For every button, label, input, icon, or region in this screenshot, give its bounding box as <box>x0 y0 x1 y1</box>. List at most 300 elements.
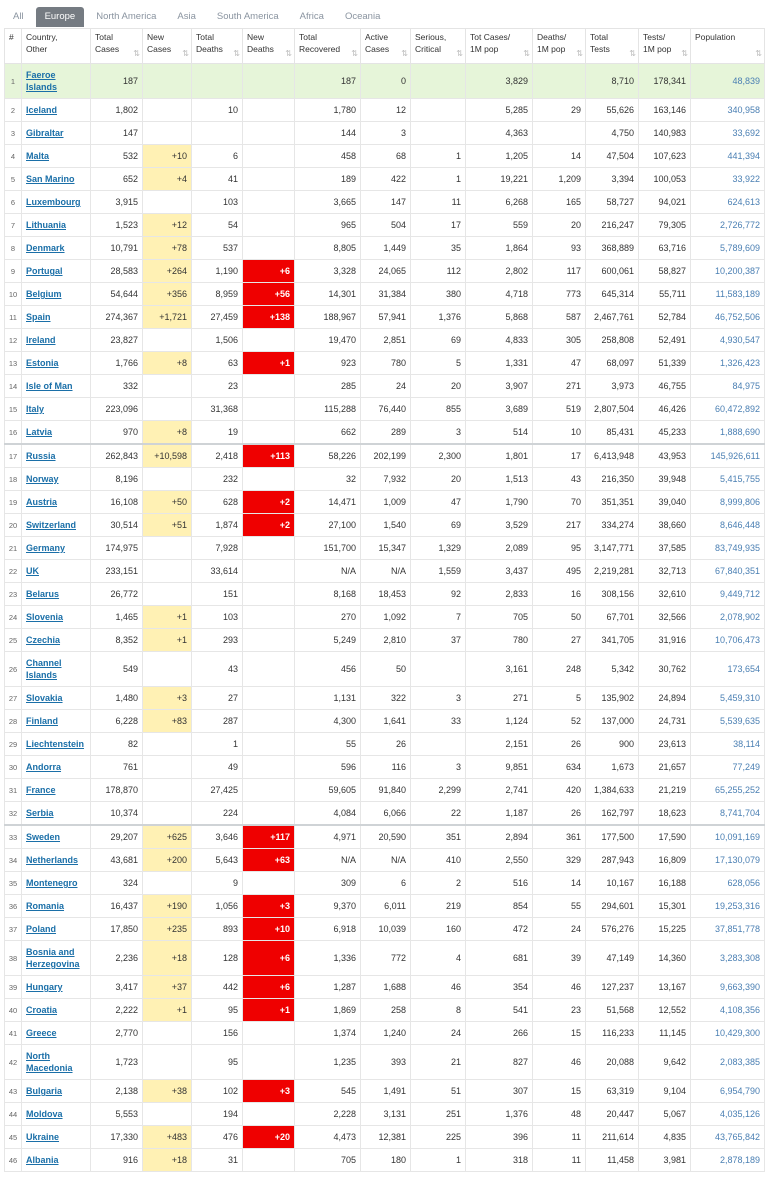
cell-col-11: 216,247 <box>586 214 639 237</box>
cell-col-2: 652 <box>91 168 143 191</box>
cell-col-6: 4,971 <box>295 825 361 849</box>
cell-col-8: 4 <box>411 941 466 976</box>
column-header-8[interactable] <box>411 29 466 64</box>
cell-col-0: 29 <box>5 733 22 756</box>
tab-europe[interactable]: Europe <box>36 7 85 27</box>
sort-icon[interactable]: ⇅ <box>133 49 139 58</box>
cell-col-2: 761 <box>91 756 143 779</box>
column-header-6[interactable] <box>295 29 361 64</box>
country-link[interactable]: Luxembourg <box>26 197 81 207</box>
country-link[interactable]: Ireland <box>26 335 56 345</box>
cell-col-1[interactable] <box>22 122 91 145</box>
cell-col-1[interactable] <box>22 560 91 583</box>
table-row <box>5 64 765 99</box>
cell-col-8: 225 <box>411 1126 466 1149</box>
column-header-1[interactable] <box>22 29 91 64</box>
cell-col-1[interactable] <box>22 237 91 260</box>
country-link[interactable]: Germany <box>26 543 66 553</box>
cell-col-12: 9,104 <box>639 1080 691 1103</box>
cell-col-0: 14 <box>5 375 22 398</box>
cell-col-10: 329 <box>533 849 586 872</box>
country-link[interactable]: Estonia <box>26 358 59 368</box>
country-link[interactable]: Greece <box>26 1028 57 1038</box>
cell-col-1[interactable] <box>22 629 91 652</box>
cell-col-5 <box>243 1045 295 1080</box>
cell-col-3 <box>143 99 192 122</box>
cell-col-3: +83 <box>143 710 192 733</box>
cell-col-1[interactable] <box>22 398 91 421</box>
country-link[interactable]: Belgium <box>26 289 62 299</box>
cell-col-1[interactable] <box>22 756 91 779</box>
country-link[interactable]: Slovakia <box>26 693 63 703</box>
cell-col-4: 1,056 <box>192 895 243 918</box>
cell-col-10: 46 <box>533 1045 586 1080</box>
cell-col-3 <box>143 1022 192 1045</box>
cell-col-13: 340,958 <box>691 99 765 122</box>
cell-col-11: 2,219,281 <box>586 560 639 583</box>
cell-col-8: 2,300 <box>411 444 466 468</box>
country-link[interactable]: Switzerland <box>26 520 77 530</box>
cell-col-1[interactable] <box>22 1045 91 1080</box>
column-header-5[interactable] <box>243 29 295 64</box>
table-row <box>5 444 765 468</box>
cell-col-1[interactable] <box>22 514 91 537</box>
tab-south-america[interactable]: South America <box>216 11 279 22</box>
cell-col-12: 52,784 <box>639 306 691 329</box>
cell-col-10 <box>533 122 586 145</box>
cell-col-4: 232 <box>192 468 243 491</box>
cell-col-1[interactable] <box>22 99 91 122</box>
cell-col-1[interactable] <box>22 652 91 687</box>
cell-col-1[interactable] <box>22 537 91 560</box>
country-link[interactable]: Bulgaria <box>26 1086 63 1096</box>
country-link[interactable]: France <box>26 785 56 795</box>
cell-col-13: 4,035,126 <box>691 1103 765 1126</box>
cell-col-4 <box>192 64 243 99</box>
cell-col-0: 33 <box>5 825 22 849</box>
cell-col-1[interactable] <box>22 976 91 999</box>
cell-col-8: 8 <box>411 999 466 1022</box>
cell-col-13: 5,415,755 <box>691 468 765 491</box>
cell-col-1[interactable] <box>22 1022 91 1045</box>
cell-col-10: 20 <box>533 214 586 237</box>
sort-icon[interactable]: ⇅ <box>233 49 239 58</box>
cell-col-1[interactable] <box>22 941 91 976</box>
cell-col-11: 55,626 <box>586 99 639 122</box>
cell-col-1[interactable] <box>22 606 91 629</box>
sort-icon[interactable]: ⇅ <box>285 49 291 58</box>
cell-col-5: +1 <box>243 999 295 1022</box>
cell-col-8: 219 <box>411 895 466 918</box>
cell-col-10: 95 <box>533 537 586 560</box>
cell-col-9: 514 <box>466 421 533 445</box>
cell-col-12: 178,341 <box>639 64 691 99</box>
cell-col-9: 2,802 <box>466 260 533 283</box>
country-link[interactable]: Poland <box>26 924 57 934</box>
column-header-0[interactable] <box>5 29 22 64</box>
cell-col-7: 20,590 <box>361 825 411 849</box>
country-link[interactable]: Spain <box>26 312 51 322</box>
cell-col-1[interactable] <box>22 145 91 168</box>
cell-col-3: +10,598 <box>143 444 192 468</box>
cell-col-11: 47,504 <box>586 145 639 168</box>
sort-icon[interactable]: ⇅ <box>456 49 462 58</box>
sort-icon[interactable]: ⇅ <box>401 49 407 58</box>
country-link[interactable]: Slovenia <box>26 612 64 622</box>
country-link[interactable]: San Marino <box>26 174 75 184</box>
cell-col-11: 1,384,633 <box>586 779 639 802</box>
tab-north-america[interactable]: North America <box>96 11 157 22</box>
cell-col-5 <box>243 145 295 168</box>
cell-col-1[interactable] <box>22 444 91 468</box>
country-link[interactable]: North Macedonia <box>26 1051 73 1073</box>
cell-col-12: 24,731 <box>639 710 691 733</box>
sort-icon[interactable]: ⇅ <box>523 49 529 58</box>
cell-col-1[interactable] <box>22 687 91 710</box>
country-link[interactable]: Lithuania <box>26 220 66 230</box>
cell-col-0: 28 <box>5 710 22 733</box>
country-link[interactable]: Russia <box>26 451 56 461</box>
cell-col-5 <box>243 652 295 687</box>
cell-col-1[interactable] <box>22 1149 91 1172</box>
tab-oceania[interactable]: Oceania <box>344 11 381 22</box>
cell-col-9: 1,801 <box>466 444 533 468</box>
cell-col-10: 55 <box>533 895 586 918</box>
cell-col-13: 8,646,448 <box>691 514 765 537</box>
cell-col-10: 420 <box>533 779 586 802</box>
cell-col-9: 559 <box>466 214 533 237</box>
sort-icon[interactable]: ⇅ <box>681 49 687 58</box>
cell-col-9: 3,829 <box>466 64 533 99</box>
cell-col-10: 773 <box>533 283 586 306</box>
sort-icon[interactable]: ⇅ <box>351 49 357 58</box>
cell-col-1[interactable] <box>22 1080 91 1103</box>
cell-col-3 <box>143 802 192 826</box>
cell-col-10: 495 <box>533 560 586 583</box>
cell-col-6: N/A <box>295 849 361 872</box>
cell-col-11: 576,276 <box>586 918 639 941</box>
cell-col-9: 854 <box>466 895 533 918</box>
cell-col-2: 178,870 <box>91 779 143 802</box>
cell-col-10: 50 <box>533 606 586 629</box>
country-link[interactable]: Austria <box>26 497 58 507</box>
country-link[interactable]: Sweden <box>26 832 61 842</box>
table-row <box>5 629 765 652</box>
cell-col-7: 57,941 <box>361 306 411 329</box>
cell-col-7: 31,384 <box>361 283 411 306</box>
cell-col-9: 3,529 <box>466 514 533 537</box>
cell-col-0: 38 <box>5 941 22 976</box>
cell-col-13: 33,692 <box>691 122 765 145</box>
table-row <box>5 329 765 352</box>
cell-col-3: +18 <box>143 941 192 976</box>
country-link[interactable]: Albania <box>26 1155 59 1165</box>
column-header-13[interactable] <box>691 29 765 64</box>
cell-col-9: 3,907 <box>466 375 533 398</box>
cell-col-1[interactable] <box>22 849 91 872</box>
country-link[interactable]: Hungary <box>26 982 63 992</box>
cell-col-6: 965 <box>295 214 361 237</box>
tab-africa[interactable]: Africa <box>299 11 324 22</box>
cell-col-9: 827 <box>466 1045 533 1080</box>
country-link[interactable]: Montenegro <box>26 878 78 888</box>
cell-col-12: 140,983 <box>639 122 691 145</box>
cell-col-1[interactable] <box>22 918 91 941</box>
cell-col-10: 117 <box>533 260 586 283</box>
cell-col-7: 7,932 <box>361 468 411 491</box>
cell-col-5 <box>243 1149 295 1172</box>
column-header-12[interactable] <box>639 29 691 64</box>
column-header-10[interactable] <box>533 29 586 64</box>
cell-col-8: 24 <box>411 1022 466 1045</box>
cell-col-4: 27 <box>192 687 243 710</box>
cell-col-6: 8,168 <box>295 583 361 606</box>
country-link[interactable]: Bosnia and Herzegovina <box>26 947 80 969</box>
cell-col-10: 47 <box>533 352 586 375</box>
cell-col-10: 29 <box>533 99 586 122</box>
cell-col-4: 156 <box>192 1022 243 1045</box>
cell-col-6: 4,300 <box>295 710 361 733</box>
sort-icon[interactable]: ⇅ <box>576 49 582 58</box>
cell-col-7: N/A <box>361 560 411 583</box>
country-link[interactable]: UK <box>26 566 39 576</box>
country-link[interactable]: Channel Islands <box>26 658 62 680</box>
tab-asia[interactable]: Asia <box>177 11 196 22</box>
cell-col-2: 147 <box>91 122 143 145</box>
cell-col-9: 1,331 <box>466 352 533 375</box>
cell-col-1[interactable] <box>22 895 91 918</box>
sort-icon[interactable]: ⇅ <box>182 49 188 58</box>
table-row <box>5 1080 765 1103</box>
cell-col-2: 2,222 <box>91 999 143 1022</box>
country-link[interactable]: Faeroe Islands <box>26 70 58 92</box>
cell-col-0: 3 <box>5 122 22 145</box>
cell-col-1[interactable] <box>22 710 91 733</box>
tab-all[interactable]: All <box>13 11 24 22</box>
cell-col-6: 2,228 <box>295 1103 361 1126</box>
country-link[interactable]: Portugal <box>26 266 63 276</box>
cell-col-10: 70 <box>533 491 586 514</box>
cell-col-11: 51,568 <box>586 999 639 1022</box>
cell-col-1[interactable] <box>22 214 91 237</box>
cell-col-6: 4,084 <box>295 802 361 826</box>
cell-col-6: 662 <box>295 421 361 445</box>
country-link[interactable]: Serbia <box>26 808 54 818</box>
cell-col-1[interactable] <box>22 779 91 802</box>
column-header-7[interactable] <box>361 29 411 64</box>
cell-col-13: 9,663,390 <box>691 976 765 999</box>
cell-col-6: 144 <box>295 122 361 145</box>
cell-col-2: 970 <box>91 421 143 445</box>
region-tabs <box>0 0 768 28</box>
cell-col-8: 46 <box>411 976 466 999</box>
cell-col-1[interactable] <box>22 468 91 491</box>
cell-col-7: 1,449 <box>361 237 411 260</box>
cell-col-1[interactable] <box>22 491 91 514</box>
country-link[interactable]: Malta <box>26 151 50 161</box>
sort-icon[interactable]: ⇅ <box>629 49 635 58</box>
cell-col-9: 19,221 <box>466 168 533 191</box>
cell-col-1[interactable] <box>22 1103 91 1126</box>
table-row <box>5 710 765 733</box>
country-link[interactable]: Romania <box>26 901 65 911</box>
cell-col-11: 334,274 <box>586 514 639 537</box>
cell-col-6: 6,918 <box>295 918 361 941</box>
cell-col-3: +3 <box>143 687 192 710</box>
table-row <box>5 895 765 918</box>
country-link[interactable]: Latvia <box>26 427 53 437</box>
country-link[interactable]: Netherlands <box>26 855 79 865</box>
country-link[interactable]: Liechtenstein <box>26 739 85 749</box>
cell-col-1[interactable] <box>22 352 91 375</box>
cell-col-6: 115,288 <box>295 398 361 421</box>
cell-col-1[interactable] <box>22 421 91 445</box>
cell-col-1[interactable] <box>22 260 91 283</box>
cell-col-13: 4,108,356 <box>691 999 765 1022</box>
cell-col-9: 2,833 <box>466 583 533 606</box>
cell-col-1[interactable] <box>22 583 91 606</box>
cell-col-11: 85,431 <box>586 421 639 445</box>
cell-col-0: 20 <box>5 514 22 537</box>
country-link[interactable]: Norway <box>26 474 59 484</box>
table-row <box>5 306 765 329</box>
cell-col-6: 1,780 <box>295 99 361 122</box>
cell-col-3: +235 <box>143 918 192 941</box>
cell-col-13: 4,930,547 <box>691 329 765 352</box>
cell-col-1[interactable] <box>22 191 91 214</box>
cell-col-1[interactable] <box>22 306 91 329</box>
table-row <box>5 214 765 237</box>
cell-col-13: 48,839 <box>691 64 765 99</box>
cell-col-5: +117 <box>243 825 295 849</box>
cell-col-0: 25 <box>5 629 22 652</box>
cell-col-4: 1,190 <box>192 260 243 283</box>
cell-col-1[interactable] <box>22 733 91 756</box>
cell-col-3: +1 <box>143 606 192 629</box>
sort-icon[interactable]: ⇅ <box>755 49 761 58</box>
cell-col-8 <box>411 652 466 687</box>
cell-col-9: 4,833 <box>466 329 533 352</box>
cell-col-0: 41 <box>5 1022 22 1045</box>
cell-col-3: +200 <box>143 849 192 872</box>
cell-col-0: 32 <box>5 802 22 826</box>
cell-col-7: 393 <box>361 1045 411 1080</box>
column-header-9[interactable] <box>466 29 533 64</box>
cell-col-7: N/A <box>361 849 411 872</box>
cell-col-5: +3 <box>243 1080 295 1103</box>
table-row <box>5 999 765 1022</box>
cell-col-8: 1 <box>411 168 466 191</box>
cell-col-10: 27 <box>533 629 586 652</box>
cell-col-13: 11,583,189 <box>691 283 765 306</box>
table-row <box>5 352 765 375</box>
country-link[interactable]: Isle of Man <box>26 381 73 391</box>
cell-col-2: 3,915 <box>91 191 143 214</box>
cell-col-9: 5,868 <box>466 306 533 329</box>
table-row <box>5 606 765 629</box>
column-header-label: Tests/ <box>643 32 666 42</box>
cell-col-0: 15 <box>5 398 22 421</box>
cell-col-1[interactable] <box>22 872 91 895</box>
cell-col-6: 270 <box>295 606 361 629</box>
cell-col-2: 16,437 <box>91 895 143 918</box>
cell-col-10: 26 <box>533 802 586 826</box>
cell-col-11: 211,614 <box>586 1126 639 1149</box>
country-link[interactable]: Ukraine <box>26 1132 60 1142</box>
cell-col-12: 21,657 <box>639 756 691 779</box>
country-link[interactable]: Denmark <box>26 243 65 253</box>
cell-col-4: 537 <box>192 237 243 260</box>
column-header-3[interactable] <box>143 29 192 64</box>
cell-col-7: 772 <box>361 941 411 976</box>
cell-col-1[interactable] <box>22 802 91 826</box>
cell-col-3: +1 <box>143 629 192 652</box>
country-link[interactable]: Moldova <box>26 1109 63 1119</box>
country-link[interactable]: Italy <box>26 404 45 414</box>
cell-col-2: 274,367 <box>91 306 143 329</box>
cell-col-1[interactable] <box>22 329 91 352</box>
cell-col-1[interactable] <box>22 825 91 849</box>
cell-col-0: 27 <box>5 687 22 710</box>
country-link[interactable]: Croatia <box>26 1005 58 1015</box>
cell-col-6: 458 <box>295 145 361 168</box>
cell-col-0: 23 <box>5 583 22 606</box>
country-link[interactable]: Czechia <box>26 635 61 645</box>
cell-col-9: 4,363 <box>466 122 533 145</box>
country-link[interactable]: Gibraltar <box>26 128 64 138</box>
cell-col-13: 5,459,310 <box>691 687 765 710</box>
cell-col-10: 217 <box>533 514 586 537</box>
column-header-4[interactable] <box>192 29 243 64</box>
cell-col-4: 54 <box>192 214 243 237</box>
cell-col-13: 65,255,252 <box>691 779 765 802</box>
cell-col-13: 67,840,351 <box>691 560 765 583</box>
cell-col-0: 8 <box>5 237 22 260</box>
cell-col-1[interactable] <box>22 64 91 99</box>
cell-col-11: 3,394 <box>586 168 639 191</box>
cell-col-1[interactable] <box>22 283 91 306</box>
cell-col-12: 21,219 <box>639 779 691 802</box>
cell-col-1[interactable] <box>22 999 91 1022</box>
column-header-11[interactable] <box>586 29 639 64</box>
cell-col-4: 31 <box>192 1149 243 1172</box>
cell-col-5 <box>243 122 295 145</box>
country-link[interactable]: Finland <box>26 716 58 726</box>
cell-col-1[interactable] <box>22 1126 91 1149</box>
country-link[interactable]: Andorra <box>26 762 62 772</box>
cell-col-1[interactable] <box>22 168 91 191</box>
cell-col-7: 1,491 <box>361 1080 411 1103</box>
cell-col-8: 11 <box>411 191 466 214</box>
table-row <box>5 537 765 560</box>
cell-col-12: 32,566 <box>639 606 691 629</box>
cell-col-4: 23 <box>192 375 243 398</box>
column-header-2[interactable] <box>91 29 143 64</box>
cell-col-1[interactable] <box>22 375 91 398</box>
cell-col-2: 187 <box>91 64 143 99</box>
cell-col-2: 43,681 <box>91 849 143 872</box>
cell-col-5 <box>243 214 295 237</box>
country-link[interactable]: Iceland <box>26 105 58 115</box>
cell-col-4: 63 <box>192 352 243 375</box>
cell-col-13: 17,130,079 <box>691 849 765 872</box>
cell-col-12: 32,713 <box>639 560 691 583</box>
country-link[interactable]: Belarus <box>26 589 60 599</box>
column-header-label: Serious, <box>415 32 447 42</box>
cell-col-2: 29,207 <box>91 825 143 849</box>
cell-col-13: 83,749,935 <box>691 537 765 560</box>
cell-col-8 <box>411 64 466 99</box>
